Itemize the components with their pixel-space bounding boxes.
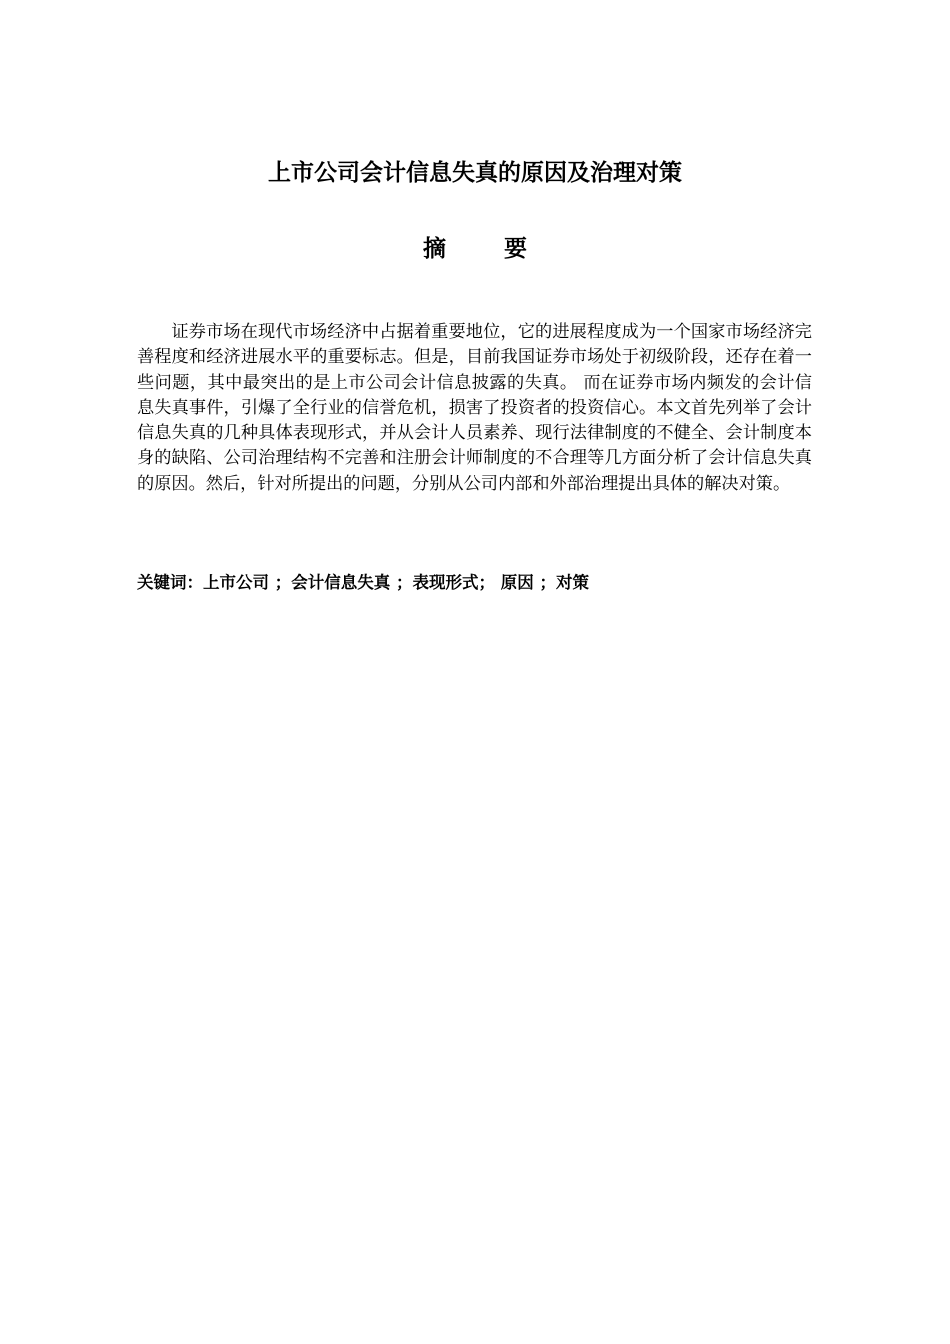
abstract-paragraph: 证券市场在现代市场经济中占据着重要地位，它的进展程度成为一个国家市场经济完善程度和经济进展水平的重要标志。但是，目前我国证券市场处于初级阶段，还存在着一些问题，其中最突出的是上市公司会计信息披露的失真。 而在证券市场内频发的会计信息失真事件，引爆了全行业的信誉危机，损害了投资者的投资信心。本文首先列举了会计信息失真的几种具体表现形式，并从会计人员素养、现行法律制度的不健全、会计制度本身的缺陷、公司治理结构不完善和注册会计师制度的不合理等几方面分析了会计信息失真的原因。然后，针对所提出的问题，分别从公司内部和外部治理提出具体的解决对策。: [137, 322, 812, 494]
keywords-line: 关键词：上市公司 ；会计信息失真 ；表现形式； 原因 ；对策: [137, 573, 589, 592]
abstract-heading: 摘要: [423, 236, 585, 262]
document-title: 上市公司会计信息失真的原因及治理对策: [268, 160, 682, 186]
